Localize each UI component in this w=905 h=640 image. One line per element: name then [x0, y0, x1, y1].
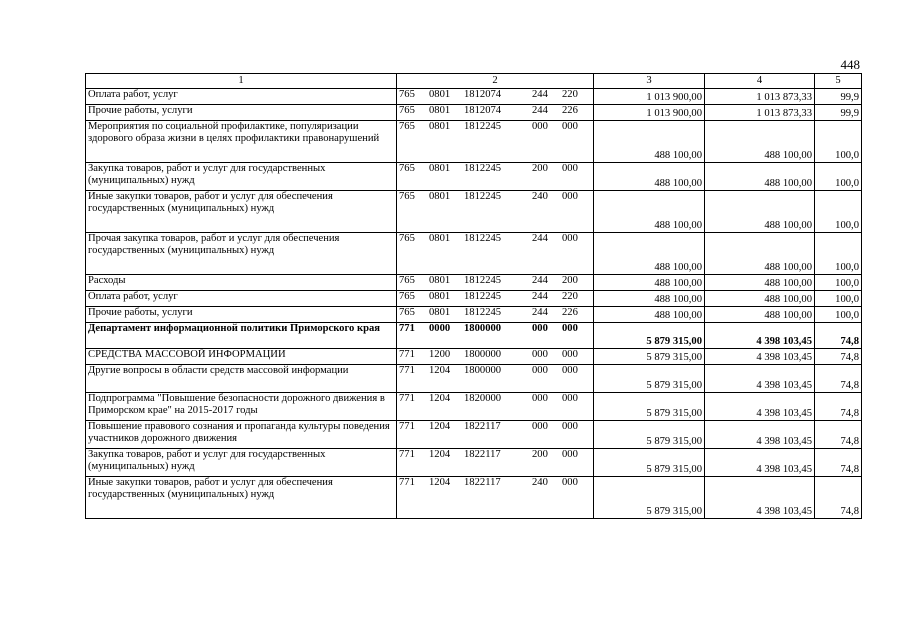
row-c4: 4 398 103,45 — [705, 477, 815, 519]
row-c4: 4 398 103,45 — [705, 349, 815, 365]
code-part-1: 765 — [399, 291, 415, 302]
row-c4: 4 398 103,45 — [705, 449, 815, 477]
row-c4: 4 398 103,45 — [705, 365, 815, 393]
row-name: Другие вопросы в области средств массовой информации — [86, 365, 397, 393]
row-name: Оплата работ, услуг — [86, 89, 397, 105]
code-part-4: 240 — [532, 191, 548, 202]
code-part-1: 765 — [399, 89, 415, 100]
row-c5: 100,0 — [815, 307, 862, 323]
code-part-5: 000 — [562, 449, 578, 460]
code-part-5: 000 — [562, 163, 578, 174]
code-part-3: 1822117 — [464, 449, 501, 460]
table-header-row — [86, 74, 862, 89]
row-code — [397, 323, 594, 349]
code-part-4: 200 — [532, 163, 548, 174]
row-code — [397, 233, 594, 275]
row-c3: 5 879 315,00 — [594, 421, 705, 449]
row-name: СРЕДСТВА МАССОВОЙ ИНФОРМАЦИИ — [86, 349, 397, 365]
row-c4: 1 013 873,33 — [705, 105, 815, 121]
row-c3: 488 100,00 — [594, 191, 705, 233]
table-row — [86, 275, 862, 291]
code-part-5: 220 — [562, 89, 578, 100]
code-part-4: 244 — [532, 233, 548, 244]
code-part-1: 771 — [399, 421, 415, 432]
code-part-3: 1812245 — [464, 233, 502, 244]
code-part-3: 1812245 — [464, 291, 502, 302]
code-part-3: 1822117 — [464, 477, 501, 488]
row-name: Подпрограмма "Повышение безопасности дорожного движения в Приморском крае" на 2015-2017 годы — [86, 393, 397, 421]
row-c5: 74,8 — [815, 323, 862, 349]
row-c4: 4 398 103,45 — [705, 323, 815, 349]
table-row — [86, 307, 862, 323]
code-part-4: 000 — [532, 421, 548, 432]
code-part-5: 000 — [562, 349, 578, 360]
row-code — [397, 421, 594, 449]
row-c5: 74,8 — [815, 349, 862, 365]
code-part-5: 000 — [562, 365, 578, 376]
code-part-2: 0801 — [429, 307, 451, 318]
code-part-5: 000 — [562, 191, 578, 202]
code-part-3: 1812245 — [464, 163, 502, 174]
table-row — [86, 323, 862, 349]
row-c3: 1 013 900,00 — [594, 105, 705, 121]
code-part-1: 771 — [399, 323, 415, 334]
row-c5: 100,0 — [815, 275, 862, 291]
row-c4: 488 100,00 — [705, 233, 815, 275]
header-col-3: 3 — [594, 74, 705, 89]
row-c5: 100,0 — [815, 233, 862, 275]
code-part-5: 000 — [562, 121, 578, 132]
code-part-3: 1812245 — [464, 307, 502, 318]
row-code — [397, 89, 594, 105]
code-part-5: 000 — [562, 233, 578, 244]
code-part-5: 000 — [562, 393, 578, 404]
code-part-4: 244 — [532, 89, 548, 100]
code-part-3: 1800000 — [464, 323, 502, 334]
table-row — [86, 365, 862, 393]
code-part-1: 765 — [399, 233, 415, 244]
row-code — [397, 163, 594, 191]
code-part-1: 765 — [399, 191, 415, 202]
row-code — [397, 121, 594, 163]
code-part-5: 226 — [562, 105, 578, 116]
page-number: 448 — [840, 57, 860, 72]
table-row — [86, 233, 862, 275]
row-c3: 488 100,00 — [594, 275, 705, 291]
code-part-4: 000 — [532, 121, 548, 132]
code-part-2: 0801 — [429, 191, 451, 202]
code-part-2: 1204 — [429, 365, 451, 376]
row-c5: 100,0 — [815, 291, 862, 307]
code-part-1: 771 — [399, 449, 415, 460]
row-code — [397, 477, 594, 519]
code-part-1: 771 — [399, 393, 415, 404]
row-c5: 74,8 — [815, 421, 862, 449]
row-c5: 99,9 — [815, 105, 862, 121]
row-c3: 5 879 315,00 — [594, 349, 705, 365]
code-part-2: 0801 — [429, 291, 451, 302]
header-col-5: 5 — [815, 74, 862, 89]
row-c3: 5 879 315,00 — [594, 449, 705, 477]
row-name: Оплата работ, услуг — [86, 291, 397, 307]
row-code — [397, 307, 594, 323]
code-part-1: 765 — [399, 105, 415, 116]
row-name: Департамент информационной политики Приморского края — [86, 323, 397, 349]
row-c4: 488 100,00 — [705, 191, 815, 233]
row-name: Прочая закупка товаров, работ и услуг для обеспечения государственных (муниципальных) нужд — [86, 233, 397, 275]
row-c4: 488 100,00 — [705, 275, 815, 291]
code-part-4: 000 — [532, 365, 548, 376]
code-part-5: 220 — [562, 291, 578, 302]
row-c4: 1 013 873,33 — [705, 89, 815, 105]
code-part-1: 765 — [399, 121, 415, 132]
row-name: Закупка товаров, работ и услуг для государственных (муниципальных) нужд — [86, 449, 397, 477]
row-c5: 100,0 — [815, 163, 862, 191]
table-row — [86, 349, 862, 365]
row-c5: 100,0 — [815, 121, 862, 163]
code-part-4: 000 — [532, 349, 548, 360]
code-part-5: 226 — [562, 307, 578, 318]
row-c3: 488 100,00 — [594, 291, 705, 307]
table-row — [86, 449, 862, 477]
row-c3: 5 879 315,00 — [594, 323, 705, 349]
code-part-2: 1204 — [429, 449, 451, 460]
code-part-2: 0801 — [429, 275, 451, 286]
header-col-2: 2 — [397, 74, 594, 89]
code-part-1: 765 — [399, 275, 415, 286]
row-name: Мероприятия по социальной профилактике, популяризации здорового образа жизни в целях профилактики правонарушений — [86, 121, 397, 163]
row-c4: 488 100,00 — [705, 121, 815, 163]
row-c3: 488 100,00 — [594, 307, 705, 323]
code-part-4: 000 — [532, 393, 548, 404]
row-code — [397, 275, 594, 291]
table-row — [86, 121, 862, 163]
code-part-2: 0000 — [429, 323, 451, 334]
row-c3: 5 879 315,00 — [594, 393, 705, 421]
table-row — [86, 291, 862, 307]
budget-table — [85, 73, 862, 519]
code-part-2: 1204 — [429, 477, 451, 488]
row-c3: 488 100,00 — [594, 121, 705, 163]
table-body — [86, 74, 862, 519]
code-part-3: 1812245 — [464, 121, 502, 132]
code-part-1: 765 — [399, 163, 415, 174]
code-part-2: 1200 — [429, 349, 451, 360]
code-part-2: 0801 — [429, 121, 451, 132]
code-part-4: 000 — [532, 323, 548, 334]
table-row — [86, 421, 862, 449]
table-row — [86, 191, 862, 233]
code-part-2: 0801 — [429, 163, 451, 174]
code-part-3: 1812074 — [464, 89, 502, 100]
code-part-3: 1800000 — [464, 349, 502, 360]
row-code — [397, 349, 594, 365]
code-part-1: 771 — [399, 365, 415, 376]
code-part-4: 244 — [532, 307, 548, 318]
row-name: Иные закупки товаров, работ и услуг для обеспечения государственных (муниципальных) нужд — [86, 191, 397, 233]
table-row — [86, 477, 862, 519]
row-c4: 488 100,00 — [705, 307, 815, 323]
code-part-5: 200 — [562, 275, 578, 286]
code-part-3: 1800000 — [464, 365, 502, 376]
header-col-1: 1 — [86, 74, 397, 89]
row-c3: 1 013 900,00 — [594, 89, 705, 105]
row-code — [397, 365, 594, 393]
code-part-3: 1820000 — [464, 393, 502, 404]
row-code — [397, 449, 594, 477]
row-name: Прочие работы, услуги — [86, 105, 397, 121]
row-code — [397, 393, 594, 421]
code-part-2: 0801 — [429, 89, 451, 100]
row-name: Прочие работы, услуги — [86, 307, 397, 323]
code-part-2: 0801 — [429, 233, 451, 244]
code-part-5: 000 — [562, 323, 578, 334]
code-part-1: 765 — [399, 307, 415, 318]
code-part-3: 1812245 — [464, 275, 502, 286]
row-c4: 4 398 103,45 — [705, 393, 815, 421]
row-c5: 100,0 — [815, 191, 862, 233]
row-c3: 488 100,00 — [594, 233, 705, 275]
code-part-1: 771 — [399, 349, 415, 360]
row-c3: 5 879 315,00 — [594, 365, 705, 393]
code-part-4: 244 — [532, 291, 548, 302]
code-part-3: 1812074 — [464, 105, 502, 116]
code-part-3: 1822117 — [464, 421, 501, 432]
row-code — [397, 191, 594, 233]
row-code — [397, 291, 594, 307]
row-c5: 74,8 — [815, 477, 862, 519]
table-row — [86, 89, 862, 105]
table-row — [86, 105, 862, 121]
code-part-2: 0801 — [429, 105, 451, 116]
row-name: Повышение правового сознания и пропаганда культуры поведения участников дорожного движения — [86, 421, 397, 449]
code-part-5: 000 — [562, 477, 578, 488]
row-name: Расходы — [86, 275, 397, 291]
code-part-2: 1204 — [429, 393, 451, 404]
row-code — [397, 105, 594, 121]
row-c5: 99,9 — [815, 89, 862, 105]
code-part-5: 000 — [562, 421, 578, 432]
code-part-4: 244 — [532, 275, 548, 286]
row-c4: 488 100,00 — [705, 163, 815, 191]
row-c3: 5 879 315,00 — [594, 477, 705, 519]
row-c4: 488 100,00 — [705, 291, 815, 307]
row-name: Закупка товаров, работ и услуг для государственных (муниципальных) нужд — [86, 163, 397, 191]
header-col-4: 4 — [705, 74, 815, 89]
row-c4: 4 398 103,45 — [705, 421, 815, 449]
row-c5: 74,8 — [815, 393, 862, 421]
row-name: Иные закупки товаров, работ и услуг для обеспечения государственных (муниципальных) нужд — [86, 477, 397, 519]
code-part-4: 240 — [532, 477, 548, 488]
table-row — [86, 393, 862, 421]
code-part-1: 771 — [399, 477, 415, 488]
code-part-4: 200 — [532, 449, 548, 460]
code-part-2: 1204 — [429, 421, 451, 432]
table-row — [86, 163, 862, 191]
row-c3: 488 100,00 — [594, 163, 705, 191]
row-c5: 74,8 — [815, 365, 862, 393]
code-part-3: 1812245 — [464, 191, 502, 202]
code-part-4: 244 — [532, 105, 548, 116]
row-c5: 74,8 — [815, 449, 862, 477]
